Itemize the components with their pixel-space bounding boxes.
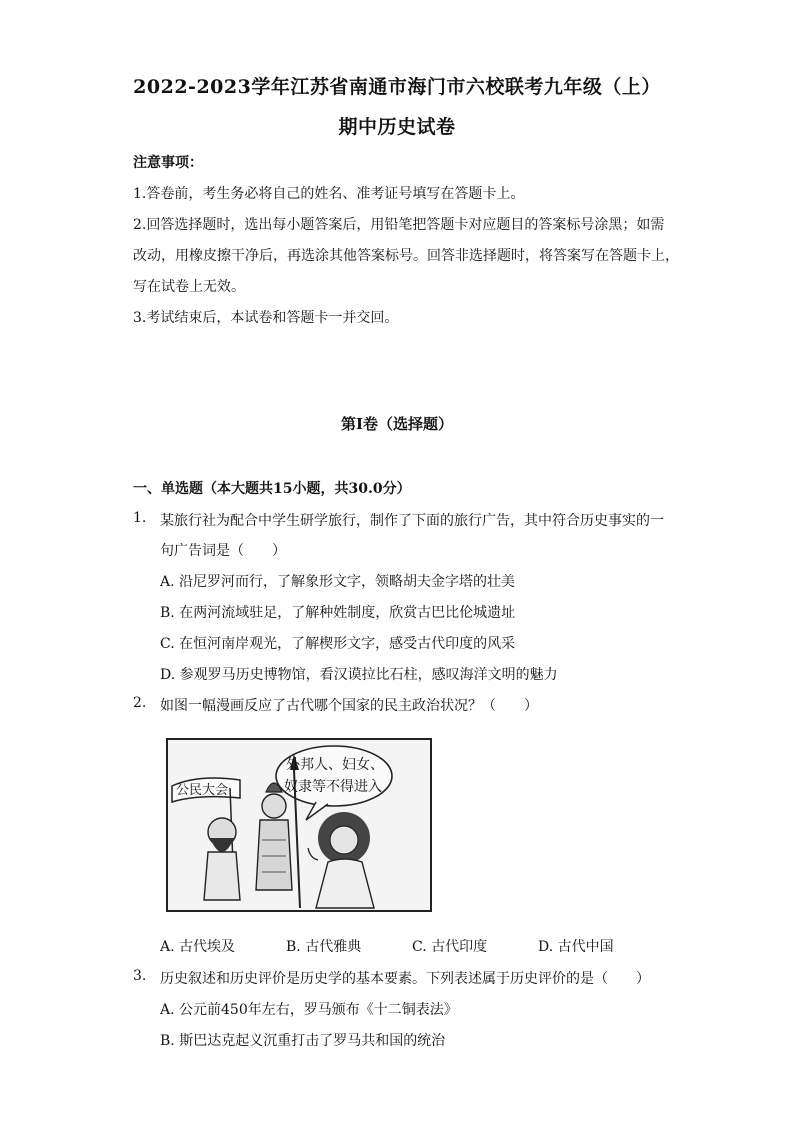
question-2-option-b: B. 古代雅典	[286, 939, 362, 955]
soldier-body	[256, 820, 292, 890]
notice-item-2-cont: 改动，用橡皮擦干净后，再选涂其他答案标号。回答非选择题时，将答案写在答题卡上，	[133, 248, 679, 264]
notice-item-2-end: 写在试卷上无效。	[133, 279, 245, 295]
question-1-option-d: D. 参观罗马历史博物馆，看汉谟拉比石柱，感叹海洋文明的魅力	[160, 667, 558, 683]
question-2-number: 2.	[133, 695, 147, 711]
question-2-cartoon	[166, 738, 432, 912]
cartoon-bubble-line2: 奴隶等不得进入	[284, 779, 382, 795]
speech-bubble-tail	[306, 802, 328, 820]
woman-face	[330, 826, 358, 854]
question-1-option-a: A. 沿尼罗河而行，了解象形文字，领略胡夫金字塔的壮美	[160, 574, 516, 590]
section-title: 第I卷（选择题）	[340, 415, 454, 433]
woman-dress	[316, 859, 374, 908]
question-1-number: 1.	[133, 510, 147, 526]
cartoon-bubble-line1: 外邦人、妇女、	[286, 757, 384, 773]
part-heading: 一、单选题（本大题共15小题，共30.0分）	[133, 481, 411, 497]
question-3-text: 历史叙述和历史评价是历史学的基本要素。下列表述属于历史评价的是（ ）	[160, 971, 650, 987]
soldier-head	[262, 794, 286, 818]
question-2-option-d: D. 古代中国	[538, 939, 614, 955]
exam-title-line2: 期中历史试卷	[338, 116, 456, 138]
figure-left-beard	[210, 838, 234, 852]
figure-left-body	[204, 852, 240, 900]
question-2-text: 如图一幅漫画反应了古代哪个国家的民主政治状况？（ ）	[160, 698, 538, 714]
cartoon-sign-label: 公民大会	[176, 783, 229, 798]
notice-heading: 注意事项：	[133, 155, 203, 171]
notice-item-3: 3.考试结束后，本试卷和答题卡一并交回。	[133, 310, 399, 326]
question-1-option-c: C. 在恒河南岸观光，了解楔形文字，感受古代印度的风采	[160, 636, 516, 652]
question-3-number: 3.	[133, 968, 147, 984]
question-1-option-b: B. 在两河流域驻足，了解种姓制度，欣赏古巴比伦城遗址	[160, 605, 516, 621]
question-2-option-c: C. 古代印度	[412, 939, 488, 955]
question-3-option-a: A. 公元前450年左右，罗马颁布《十二铜表法》	[160, 1002, 458, 1018]
woman-arm	[308, 848, 318, 860]
notice-item-1: 1.答卷前，考生务必将自己的姓名、准考证号填写在答题卡上。	[133, 186, 525, 202]
question-3-option-b: B. 斯巴达克起义沉重打击了罗马共和国的统治	[160, 1033, 446, 1049]
notice-item-2: 2.回答选择题时，选出每小题答案后，用铅笔把答题卡对应题目的答案标号涂黑；如需	[133, 217, 665, 233]
exam-title-line1: 2022-2023学年江苏省南通市海门市六校联考九年级（上）	[133, 76, 661, 98]
question-1-text: 某旅行社为配合中学生研学旅行，制作了下面的旅行广告，其中符合历史事实的一	[160, 513, 664, 529]
question-1-text-cont: 句广告词是（ ）	[160, 543, 286, 559]
question-2-option-a: A. 古代埃及	[160, 939, 236, 955]
